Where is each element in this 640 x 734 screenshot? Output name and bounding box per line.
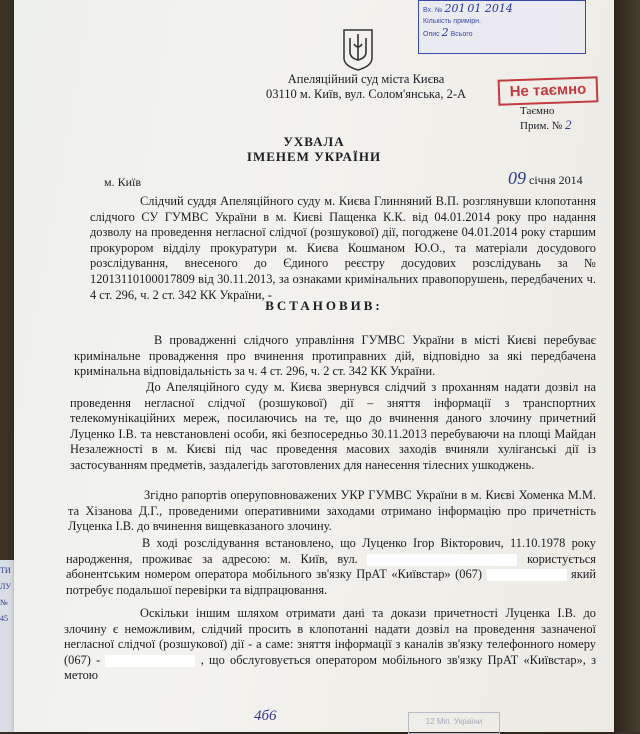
desk-background <box>614 0 640 732</box>
court-name: Апеляційний суд міста Києва <box>287 72 445 86</box>
document-subtitle: ІМЕНЕМ УКРАЇНИ <box>246 149 382 164</box>
registration-stamp <box>418 0 586 54</box>
intro-paragraph: Слідчий суддя Апеляційного суду м. Києва Глинняний В.П. розглянувши клопотання слідчого СУ ГУМВС України в м. Києві Пащенка К.К. від 04.01.2014 року про надання дозволу на проведення негласної слідчої (розшукової) дії, погоджене 04.01.2014 року старшим прокурором відділу прокуратури м. Києва Кошманом Ю.О., та матеріали досудового розслідування, внесеного до Єдиного реєстру досудових розслідувань за № 12013110100017809 від 30.11.2013, за ознаками кримінальних правопорушень, передбачених ч. 4 ст. 296, ч. 2 ст. 342 КК України, - <box>90 194 596 302</box>
left-note: № <box>0 598 8 607</box>
date-day: 09 <box>508 168 526 188</box>
reg-count: 2 <box>441 26 449 39</box>
redaction-block <box>367 554 517 566</box>
trident-emblem-icon <box>340 26 376 72</box>
reg-label: Вх. № <box>423 7 443 14</box>
left-note: 45 <box>0 614 8 623</box>
reg-desc-label: Опис <box>423 31 440 38</box>
secrecy-stamp: Не таємно <box>498 76 599 105</box>
paragraph-5-part-a: Оскільки іншим шляхом отримати дані та докази причетності Луценка І.В. до злочину є неможливим, слідчий просить в клопотанні надати дозвіл на проведення зазначеної негласної слідчої (розшукової) дії - а саме: зняття інформації з каналів зв'язку телефонного номеру (067) - <box>64 606 596 667</box>
document-date <box>508 168 583 189</box>
paragraph-4 <box>66 536 596 598</box>
copy-number-label: Прим. № <box>520 120 563 132</box>
reg-number: 201 <box>444 2 466 15</box>
paragraph-5-part-b: , що обслуговується оператором мобільного зв'язку ПрАТ «Київстар», з метою <box>64 652 596 683</box>
secrecy-meta <box>520 104 572 133</box>
section-heading: ВСТАНОВИВ: <box>265 298 383 313</box>
redaction-block <box>105 655 195 667</box>
handwritten-number: 4б6 <box>254 708 277 724</box>
reg-total-label: Всього <box>450 31 473 38</box>
paragraph-1: В провадженні слідчого управління ГУМВС України в місті Києві перебуває кримінальне провадження про вчинення протиправних дій, відповідно за які передбачена кримінальна відповідальність за ч. 4 ст. 296, ч. 2 ст. 342 КК України. <box>74 333 596 379</box>
court-header <box>246 72 486 102</box>
paragraph-3: Згідно рапортів оперуповноважених УКР ГУМВС України в м. Києві Хоменка М.М. та Хізанова Д.Г., проведеними оперативними заходами отримано інформацію про причетність Луценка І.В. до вчинення вищевказаного злочину. <box>68 488 596 534</box>
bottom-stamp: 12 Міп. України <box>408 712 500 734</box>
copy-number: 2 <box>565 117 572 132</box>
reg-date: 01 2014 <box>467 2 513 15</box>
left-note: ЛУ <box>0 582 12 591</box>
left-note: ТИ <box>0 566 11 575</box>
paragraph-4-part-a: В ході розслідування встановлено, що Луценко Ігор Вікторович, 11.10.1978 року народження, проживає за адресою: м. Київ, вул. <box>66 536 596 566</box>
date-month-year: січня 2014 <box>529 173 583 187</box>
place: м. Київ <box>104 175 142 189</box>
reg-copies-label: Кількість примірн. <box>423 18 481 25</box>
document-title: УХВАЛА <box>283 134 345 149</box>
court-address: 03110 м. Київ, вул. Солом'янська, 2-А <box>265 87 467 101</box>
document-page <box>14 0 614 732</box>
secrecy-label: Таємно <box>520 105 555 117</box>
redaction-block <box>487 569 567 581</box>
paragraph-5 <box>64 606 596 684</box>
paragraph-4-part-c: який потребує подальшої перевірки та відпрацювання. <box>66 567 596 597</box>
paragraph-4-part-b: користується абонентським номером оператора мобільного зв'язку ПрАТ «Київстар» (067) <box>66 551 596 582</box>
paragraph-2: До Апеляційного суду м. Києва звернувся слідчий з проханням надати дозвіл на проведення негласної слідчої (розшукової) дії – зняття інформації з транспортних телекомунікаційних мереж, посилаючись на те, що до вчинення даного злочину причетний Луценко І.В. та невстановлені особи, які безпосередньо 30.11.2013 перебуваючи на площі Майдан Незалежності в м. Києві під час проведення масових заходів вчиняли хуліганські дії із застосуванням предметів, заздалегідь заготовлених для нанесення тілесних ушкоджень. <box>70 380 596 472</box>
